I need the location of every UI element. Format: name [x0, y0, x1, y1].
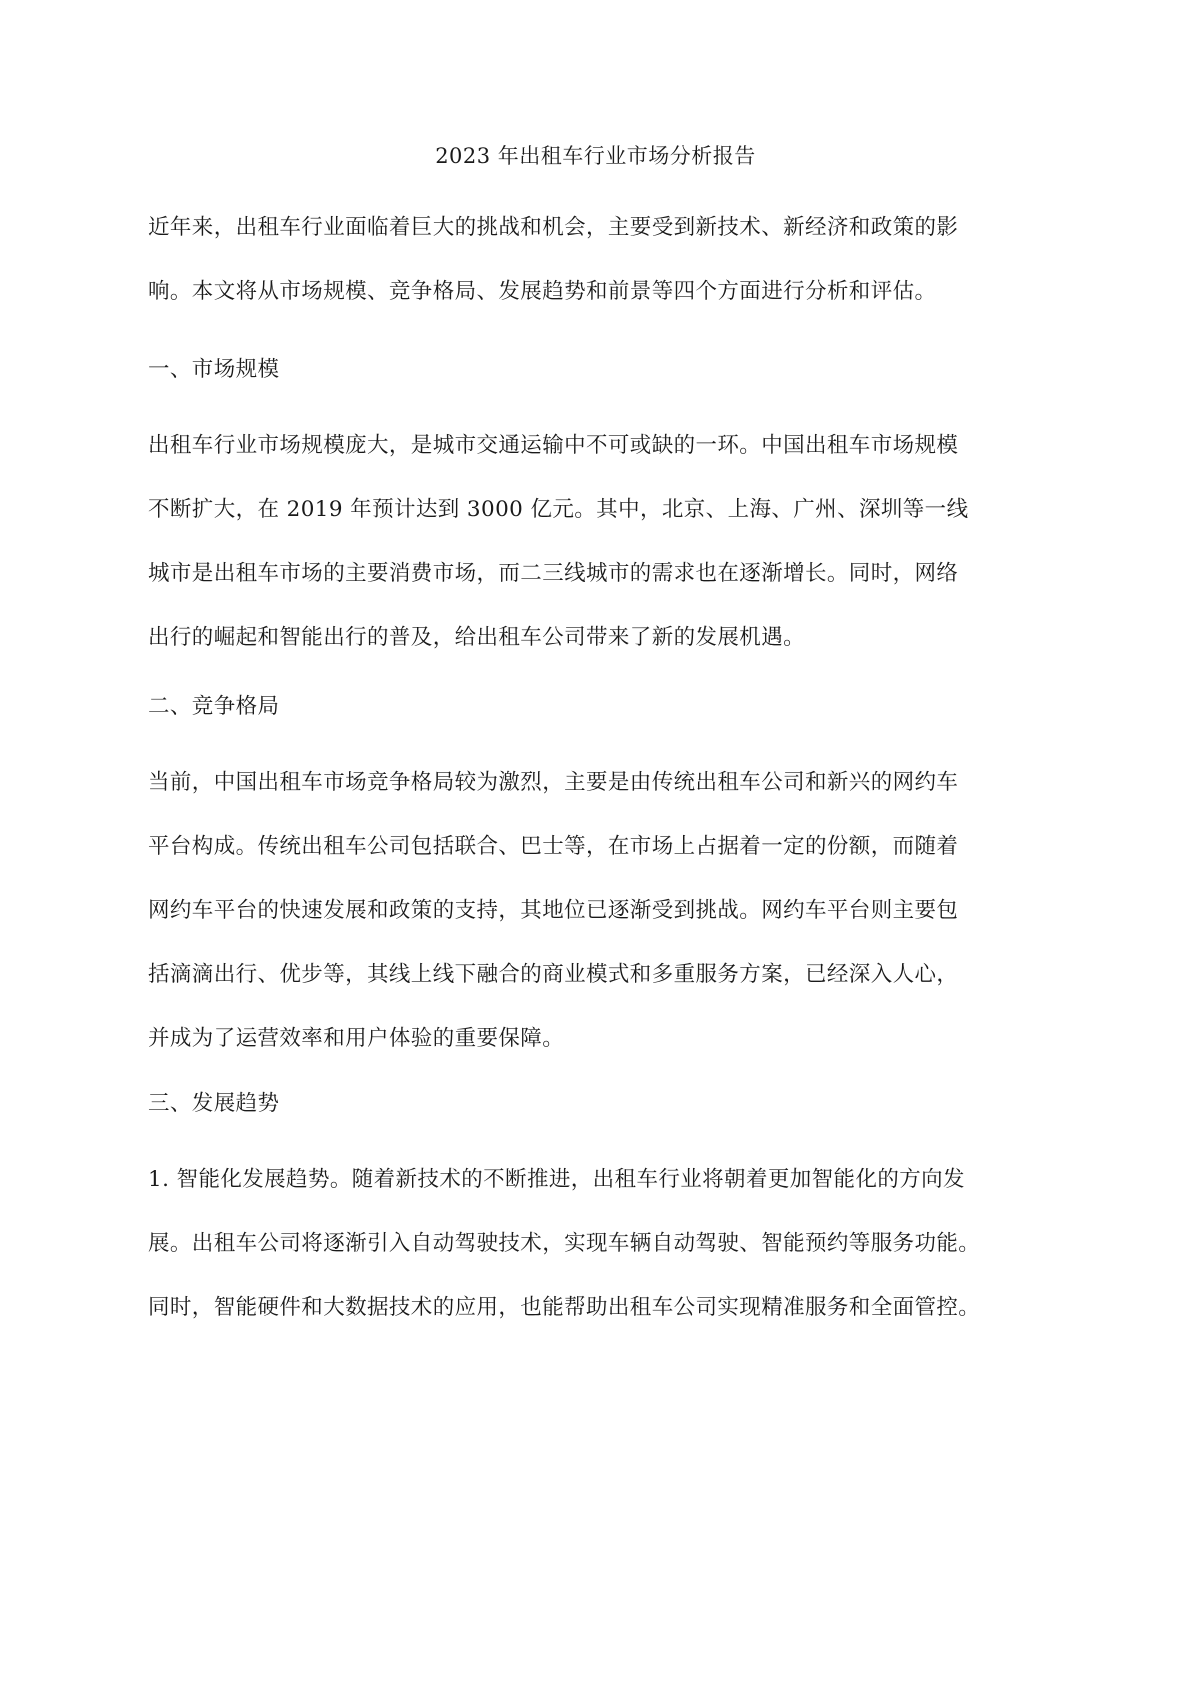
paragraph-line: 出租车行业市场规模庞大，是城市交通运输中不可或缺的一环。中国出租车市场规模	[148, 433, 959, 458]
section-heading-competition: 二、竞争格局	[148, 694, 280, 719]
paragraph-line: 同时，智能硬件和大数据技术的应用，也能帮助出租车公司实现精准服务和全面管控。	[148, 1295, 981, 1320]
intro-paragraph	[148, 196, 1048, 324]
paragraph-line: 城市是出租车市场的主要消费市场，而二三线城市的需求也在逐渐增长。同时，网络	[148, 561, 959, 586]
market-size-paragraph	[148, 414, 1048, 670]
paragraph-line: 不断扩大，在 2019 年预计达到 3000 亿元。其中，北京、上海、广州、深圳等一线	[148, 497, 969, 522]
paragraph-line: 展。出租车公司将逐渐引入自动驾驶技术，实现车辆自动驾驶、智能预约等服务功能。	[148, 1231, 981, 1256]
section-heading-market-size: 一、市场规模	[148, 357, 280, 382]
paragraph-line: 网约车平台的快速发展和政策的支持，其地位已逐渐受到挑战。网约车平台则主要包	[148, 898, 959, 923]
paragraph-line: 近年来，出租车行业面临着巨大的挑战和机会，主要受到新技术、新经济和政策的影	[148, 215, 959, 240]
competition-paragraph	[148, 751, 1048, 1071]
paragraph-line: 当前，中国出租车市场竞争格局较为激烈，主要是由传统出租车公司和新兴的网约车	[148, 770, 959, 795]
paragraph-line: 1. 智能化发展趋势。随着新技术的不断推进，出租车行业将朝着更加智能化的方向发	[148, 1167, 965, 1192]
paragraph-line: 平台构成。传统出租车公司包括联合、巴士等，在市场上占据着一定的份额，而随着	[148, 834, 959, 859]
paragraph-line: 括滴滴出行、优步等，其线上线下融合的商业模式和多重服务方案，已经深入人心，	[148, 962, 959, 987]
paragraph-line: 出行的崛起和智能出行的普及，给出租车公司带来了新的发展机遇。	[148, 625, 806, 650]
paragraph-line: 并成为了运营效率和用户体验的重要保障。	[148, 1026, 565, 1051]
section-heading-trends: 三、发展趋势	[148, 1091, 280, 1116]
document-title: 2023 年出租车行业市场分析报告	[435, 144, 756, 168]
paragraph-line: 响。本文将从市场规模、竞争格局、发展趋势和前景等四个方面进行分析和评估。	[148, 279, 937, 304]
trends-paragraph	[148, 1148, 1048, 1340]
